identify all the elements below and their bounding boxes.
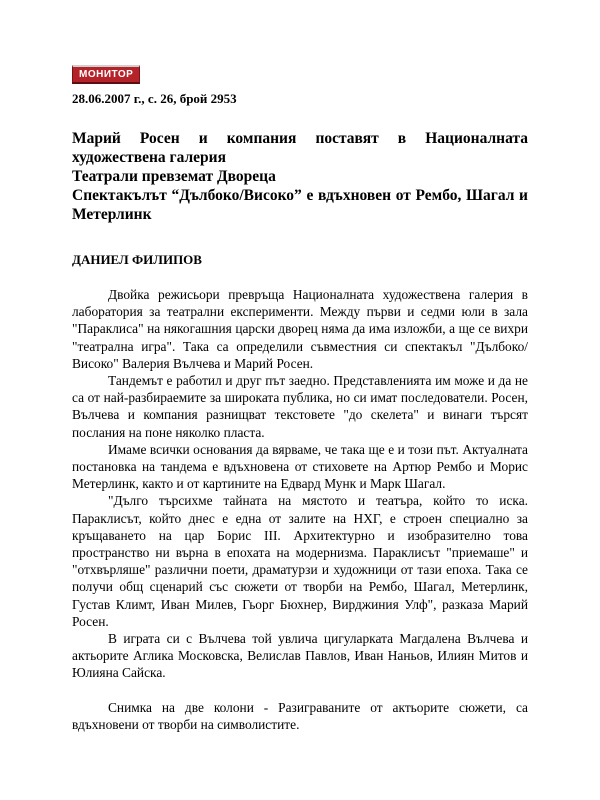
paragraph: В играта си с Вълчева той увлича цигуларката Магдалена Вълчева и актьорите Аглика Московска, Велислав Павлов, Иван Наньов, Илиян Митов и Юлияна Сайска. <box>72 631 528 681</box>
photo-caption: Снимка на две колони - Разиграваните от актьорите сюжети, са вдъхновени от творби на символистите. <box>72 699 528 732</box>
paragraph: Имаме всички основания да вярваме, че така ще е и този път. Актуалната постановка на тандема е вдъхновена от стиховете на Артюр Рембо и Морис Метерлинк, както и от картините на Едвард Мунк и Марк Шагал. <box>72 441 528 492</box>
monitor-logo: МОНИТОР <box>72 65 140 84</box>
author-byline: ДАНИЕЛ ФИЛИПОВ <box>72 252 202 267</box>
headline-secondary: Театрали превземат Двореца <box>72 168 276 185</box>
dateline: 28.06.2007 г., с. 26, брой 2953 <box>72 91 237 106</box>
paragraph: Тандемът е работил и друг път заедно. Представленията им може и да не са от най-разбираемите за широката публика, но си имат последователи. Росен, Вълчева и компания разнищват текстовете "до скелета" и винаги търсят послания на поне няколко пласта. <box>72 373 528 440</box>
headline-tertiary: Спектакълът “Дълбоко/Високо” е вдъхновен от Рембо, Шагал и Метерлинк <box>72 187 528 223</box>
headline-main: Марий Росен и компания поставят в Националната художествена галерия <box>72 130 528 166</box>
article-page <box>72 64 528 733</box>
paragraph: Двойка режисьори превръща Националната художествена галерия в лаборатория за театрални експерименти. Между първи и седми юли в зала "Параклиса" на някогашния царски дворец няма да има изложби, а ще се вихри "театрална игра". Така са определили съвместния си спектакъл "Дълбоко/Високо" Валерия Вълчева и Марий Росен. <box>72 287 528 371</box>
paragraph: "Дълго търсихме тайната на мястото и театъра, който то иска. Параклисът, който днес е една от залите на НХГ, е строен специално за кръщаването на цар Борис III. Архитектурно и изобразително това пространство ни върна в епохата на модернизма. Параклисът "приемаше" и "отхвърляше" различни поети, драматурзи и художници от тази епоха. Така се получи общ сценарий със сюжети от творби на Рембо, Шагал, Метерлинк, Густав Климт, Иван Милев, Гьорг Бюхнер, Вирджиния Улф", разказа Марий Росен. <box>72 493 528 629</box>
article-body <box>72 286 528 733</box>
headline-block <box>72 129 528 224</box>
